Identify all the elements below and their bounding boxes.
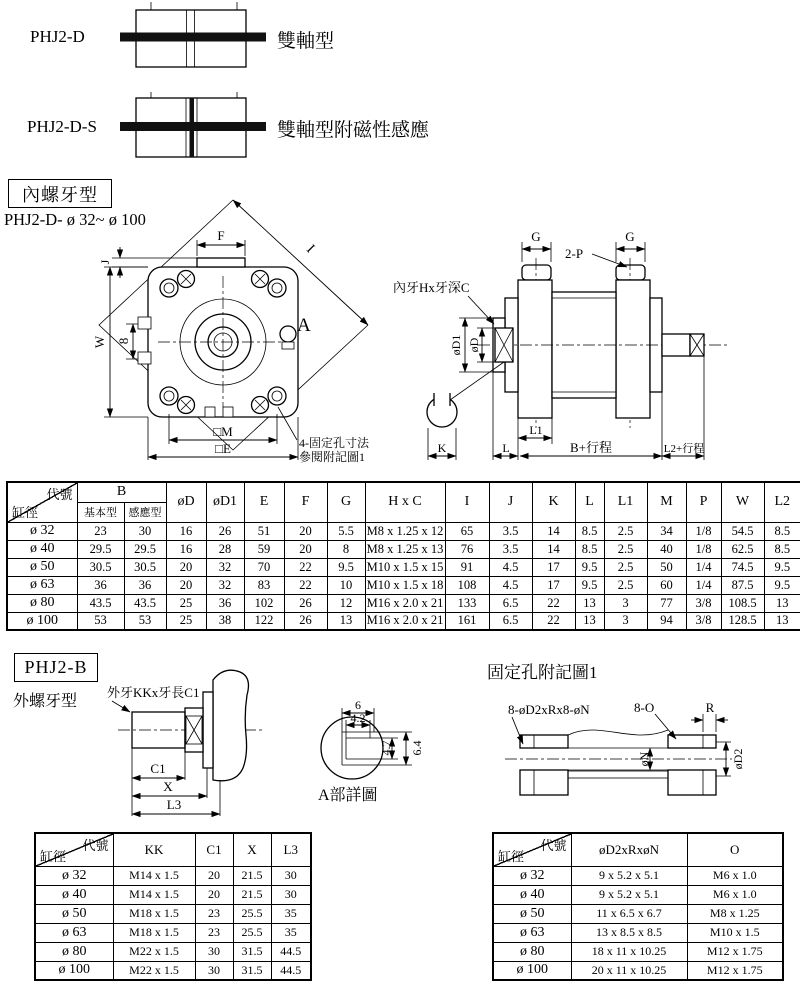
table-cell: 76 [445,540,489,558]
table-row [493,942,783,961]
table-cell: 2.5 [604,576,647,594]
table-cell: 53 [77,612,124,630]
dim-i-label: I [303,242,318,257]
table-cell: 26 [284,594,327,612]
table-cell: 29.5 [77,540,124,558]
col-header-b-basic: 基本型 [77,502,124,522]
dim-j-label: J [98,259,112,265]
table-row [493,904,783,923]
table-cell: 23 [77,522,124,540]
corner-bottom-label: 缸徑 [12,504,39,520]
table-cell: 34 [647,522,686,540]
table-row [35,923,311,942]
table-cell: 38 [206,612,244,630]
table-cell: 8.5 [764,522,800,540]
port-boss-left [522,265,551,280]
dim-l3-label: L3 [166,797,182,812]
section-title-phj2b: PHJ2-B [14,653,98,682]
product-desc-phj2d: 雙軸型 [277,31,335,52]
dim-e-label: □E [215,441,231,456]
dim-6-label: 6 [355,698,361,712]
table-cell: 14 [532,522,575,540]
table-cell: 2.5 [604,540,647,558]
table-cell: 65 [445,522,489,540]
table-cell: 22 [284,576,327,594]
col-header-hxc: H x C [365,482,445,522]
table-cell: 161 [445,612,489,630]
col-header-b: B [77,482,166,502]
row-bore-size-cell: ø 32 [493,866,571,885]
product-code-phj2d: PHJ2-D [30,27,85,46]
main-dimension-table-body [7,522,800,630]
section-title-internal-thread: 內螺牙型 [8,179,112,208]
rod-right [662,334,690,356]
col-header-x: X [233,833,271,866]
table-cell: 21.5 [233,885,271,904]
external-thread-drawing [107,670,262,816]
bottom-drawings [0,650,800,835]
table-cell: 22 [284,558,327,576]
table-cell: 9.5 [575,558,604,576]
table-cell: 87.5 [721,576,764,594]
table-cell: 36 [77,576,124,594]
table-cell: 40 [647,540,686,558]
table-cell: 31.5 [233,942,271,961]
table-cell: 13 [764,594,800,612]
table-cell: 54.5 [721,522,764,540]
col-header-k: K [532,482,575,522]
row-bore-size-cell: ø 40 [7,540,77,558]
col-header-l2: L2 [764,482,800,522]
table-cell: 3.5 [489,540,532,558]
table-cell: M22 x 1.5 [113,961,195,980]
row-bore-size-cell: ø 50 [493,904,571,923]
dim-42-label: 4.2 [350,711,366,725]
table-cell: 1/4 [686,558,721,576]
table-cell: 16 [166,522,206,540]
col-header-d1: øD1 [206,482,244,522]
col-header-j: J [489,482,532,522]
table-cell: 102 [244,594,284,612]
dim-l1-label: L1 [529,423,543,437]
dim-8-label: 8 [116,337,131,345]
body-break-outline [213,670,248,781]
table-row [7,576,800,594]
fixing-hole-table [492,832,784,981]
table-cell: 20 [284,522,327,540]
product-desc-phj2ds: 雙軸型附磁性感應 [277,120,430,141]
col-header-o: O [687,833,783,866]
table-cell: 20 [284,540,327,558]
table-cell: 12 [327,594,365,612]
table-cell: 51 [244,522,284,540]
row-bore-size-cell: ø 50 [7,558,77,576]
table-row [35,885,311,904]
table-cell: 26 [284,612,327,630]
col-header-p: P [686,482,721,522]
table-cell: 16 [166,540,206,558]
fixing-hole-drawing [487,663,745,795]
table-cell: 20 [195,866,233,885]
table-cell: 1/8 [686,540,721,558]
table-row [7,612,800,630]
external-thread-table-body [35,866,311,980]
col-header-e: E [244,482,284,522]
table-cell: 29.5 [124,540,166,558]
table-cell: 70 [244,558,284,576]
dim-64-label: 6.4 [410,740,424,756]
table-cell: M6 x 1.0 [687,885,783,904]
dim-47-label: 4.7 [379,740,393,756]
table-cell: 128.5 [721,612,764,630]
table-cell: 30 [124,522,166,540]
table-row [35,961,311,980]
table-cell: 25 [166,594,206,612]
table-row [35,942,311,961]
dim-m-label: □M [213,424,233,439]
table-cell: 50 [647,558,686,576]
table-row [35,866,311,885]
table-cell: 8.5 [764,540,800,558]
table-cell: 91 [445,558,489,576]
section-subtitle-internal-thread: PHJ2-D- ø 32~ ø 100 [4,210,146,229]
table-cell: 3 [604,612,647,630]
table-cell: 59 [244,540,284,558]
label-2p: 2-P [565,246,584,261]
corner-header-cell [35,833,113,866]
fixing-figure-title: 固定孔附記圖1 [487,663,598,682]
table-cell: 21.5 [233,866,271,885]
table-cell: M8 x 1.25 x 12 [365,522,445,540]
corner-bottom-label: 缸徑 [40,848,67,864]
table-cell: 3/8 [686,612,721,630]
table-cell: 8.5 [575,540,604,558]
table-row [7,558,800,576]
row-bore-size-cell: ø 32 [35,866,113,885]
table-cell: 8.5 [575,522,604,540]
table-cell: 36 [206,594,244,612]
table-cell: M10 x 1.5 x 15 [365,558,445,576]
table-row [7,594,800,612]
main-drawings [0,188,800,480]
piston-rod-bar [120,122,266,131]
col-header-d: øD [166,482,206,522]
row-bore-size-cell: ø 100 [7,612,77,630]
table-cell: 1/8 [686,522,721,540]
fixing-note-line1: 4-固定孔寸法 [299,436,369,450]
row-bore-size-cell: ø 32 [7,522,77,540]
external-thread-label: 外牙KKx牙長C1 [107,685,200,700]
dim-l-label: L [502,441,510,455]
product-diagram-phj2ds [120,92,266,158]
table-cell: 31.5 [233,961,271,980]
col-header-d2rn: øD2xRxøN [571,833,687,866]
col-header-c1: C1 [195,833,233,866]
table-cell: 60 [647,576,686,594]
table-cell: 32 [206,558,244,576]
table-cell: 9.5 [575,576,604,594]
table-cell: M18 x 1.5 [113,923,195,942]
dim-k-label: K [437,441,447,455]
main-dimension-table [6,481,800,631]
table-cell: 9.5 [764,558,800,576]
table-cell: 3.5 [489,522,532,540]
table-cell: 23 [195,904,233,923]
dim-x-label: X [163,779,173,794]
corner-bottom-label: 缸徑 [498,848,525,864]
section-subtitle-phj2b: 外螺牙型 [13,693,78,710]
table-cell: 9 x 5.2 x 5.1 [571,866,687,885]
table-cell: 22 [532,612,575,630]
col-header-f: F [284,482,327,522]
table-cell: 35 [271,923,311,942]
table-cell: 13 x 8.5 x 8.5 [571,923,687,942]
table-row [35,904,311,923]
dim-r-label: R [705,700,715,715]
front-view-drawing [92,200,370,464]
table-cell: M18 x 1.5 [113,904,195,923]
table-cell: 1/4 [686,576,721,594]
product-code-phj2ds: PHJ2-D-S [27,117,97,136]
table-cell: 28 [206,540,244,558]
table-cell: M8 x 1.25 [687,904,783,923]
table-cell: 2.5 [604,522,647,540]
dim-w-label: W [92,335,107,349]
table-cell: 9.5 [327,558,365,576]
table-cell: 9.5 [764,576,800,594]
table-cell: 32 [206,576,244,594]
table-cell: 18 x 11 x 10.25 [571,942,687,961]
table-cell: 133 [445,594,489,612]
dim-d-label: øD [467,337,481,353]
external-thread-table [34,832,312,981]
col-header-l: L [575,482,604,522]
table-cell: 30.5 [77,558,124,576]
table-cell: 9 x 5.2 x 5.1 [571,885,687,904]
fixing-holes-label: 8-øD2xRx8-øN [508,702,590,717]
detail-a-title: A部詳圖 [318,787,378,804]
detail-a-drawing [318,698,424,804]
table-cell: 3/8 [686,594,721,612]
table-cell: 30 [271,866,311,885]
table-cell: 30.5 [124,558,166,576]
dim-l2-stroke-label: L2+行程 [663,443,705,455]
table-cell: 3 [604,594,647,612]
col-header-l1: L1 [604,482,647,522]
table-cell: 14 [532,540,575,558]
fixing-hole-table-body [493,866,783,980]
table-cell: 2.5 [604,558,647,576]
table-cell: M6 x 1.0 [687,866,783,885]
table-cell: M10 x 1.5 x 18 [365,576,445,594]
table-cell: M14 x 1.5 [113,885,195,904]
table-row [7,540,800,558]
table-row [493,885,783,904]
thread-note-label: 內牙Hx牙深C [393,280,470,295]
table-cell: 30 [195,961,233,980]
row-bore-size-cell: ø 80 [7,594,77,612]
dim-n-label: øN [637,751,651,767]
table-cell: 13 [575,594,604,612]
table-row [493,961,783,980]
row-bore-size-cell: ø 63 [7,576,77,594]
table-cell: M12 x 1.75 [687,942,783,961]
row-bore-size-cell: ø 80 [493,942,571,961]
label-8o: 8-O [634,700,655,715]
table-cell: 17 [532,576,575,594]
table-row [7,522,800,540]
table-cell: 83 [244,576,284,594]
table-cell: 6.5 [489,594,532,612]
table-cell: 77 [647,594,686,612]
table-cell: 44.5 [271,942,311,961]
corner-top-label: 代號 [540,838,567,853]
dim-d1-label: øD1 [449,334,463,356]
col-header-b-sensor: 感應型 [124,502,166,522]
col-header-kk: KK [113,833,195,866]
row-bore-size-cell: ø 40 [493,885,571,904]
col-header-m: M [647,482,686,522]
table-cell: 11 x 6.5 x 6.7 [571,904,687,923]
table-cell: M8 x 1.25 x 13 [365,540,445,558]
side-view-drawing [393,229,730,460]
flange-ring [203,692,213,768]
table-cell: 20 [166,576,206,594]
table-cell: 43.5 [77,594,124,612]
table-cell: 5.5 [327,522,365,540]
table-cell: 44.5 [271,961,311,980]
port-boss-right [616,265,645,280]
table-cell: M12 x 1.75 [687,961,783,980]
table-cell: 53 [124,612,166,630]
table-cell: 30 [195,942,233,961]
table-cell: 43.5 [124,594,166,612]
fixing-note-line2: 參閱附記圖1 [299,450,366,464]
col-header-g: G [327,482,365,522]
table-cell: 25 [166,612,206,630]
col-header-w: W [721,482,764,522]
table-row [493,866,783,885]
dim-d2-label: øD2 [731,748,745,770]
table-cell: 13 [575,612,604,630]
table-cell: 108 [445,576,489,594]
table-cell: 25.5 [233,923,271,942]
table-row [493,923,783,942]
row-bore-size-cell: ø 100 [493,961,571,980]
table-cell: M16 x 2.0 x 21 [365,612,445,630]
corner-header-cell [493,833,571,866]
label-a: A [297,315,311,336]
table-cell: 25.5 [233,904,271,923]
table-cell: M10 x 1.5 [687,923,783,942]
table-cell: 13 [327,612,365,630]
piston-rod-bar [120,33,266,42]
dim-c1-label: C1 [150,761,166,776]
row-bore-size-cell: ø 40 [35,885,113,904]
table-cell: 10 [327,576,365,594]
row-bore-size-cell: ø 50 [35,904,113,923]
table-cell: 4.5 [489,576,532,594]
dim-g-right-label: G [625,229,635,244]
row-bore-size-cell: ø 100 [35,961,113,980]
corner-top-label: 代號 [46,487,73,502]
col-header-i: I [445,482,489,522]
top-port-tab [197,258,245,267]
row-bore-size-cell: ø 63 [493,923,571,942]
table-cell: 13 [764,612,800,630]
table-cell: 20 [195,885,233,904]
table-cell: 30 [271,885,311,904]
table-cell: 17 [532,558,575,576]
table-cell: 23 [195,923,233,942]
table-cell: 74.5 [721,558,764,576]
table-cell: 4.5 [489,558,532,576]
table-cell: 8 [327,540,365,558]
table-cell: 94 [647,612,686,630]
dim-g-left-label: G [531,229,541,244]
table-cell: 6.5 [489,612,532,630]
table-cell: 108.5 [721,594,764,612]
table-cell: 35 [271,904,311,923]
table-cell: 20 [166,558,206,576]
table-cell: 22 [532,594,575,612]
corner-top-label: 代號 [82,838,109,853]
dim-b-stroke-label: B+行程 [569,440,613,455]
table-cell: 62.5 [721,540,764,558]
flange-right [616,280,650,418]
corner-header-cell [7,482,77,522]
table-cell: 26 [206,522,244,540]
product-diagram-phj2d [120,2,266,68]
table-cell: 122 [244,612,284,630]
flange-left [518,280,552,418]
row-bore-size-cell: ø 63 [35,923,113,942]
table-cell: 20 x 11 x 10.25 [571,961,687,980]
dim-f-label: F [217,228,225,243]
table-cell: M16 x 2.0 x 21 [365,594,445,612]
table-cell: M22 x 1.5 [113,942,195,961]
row-bore-size-cell: ø 80 [35,942,113,961]
col-header-l3: L3 [271,833,311,866]
table-cell: 36 [124,576,166,594]
table-cell: M14 x 1.5 [113,866,195,885]
